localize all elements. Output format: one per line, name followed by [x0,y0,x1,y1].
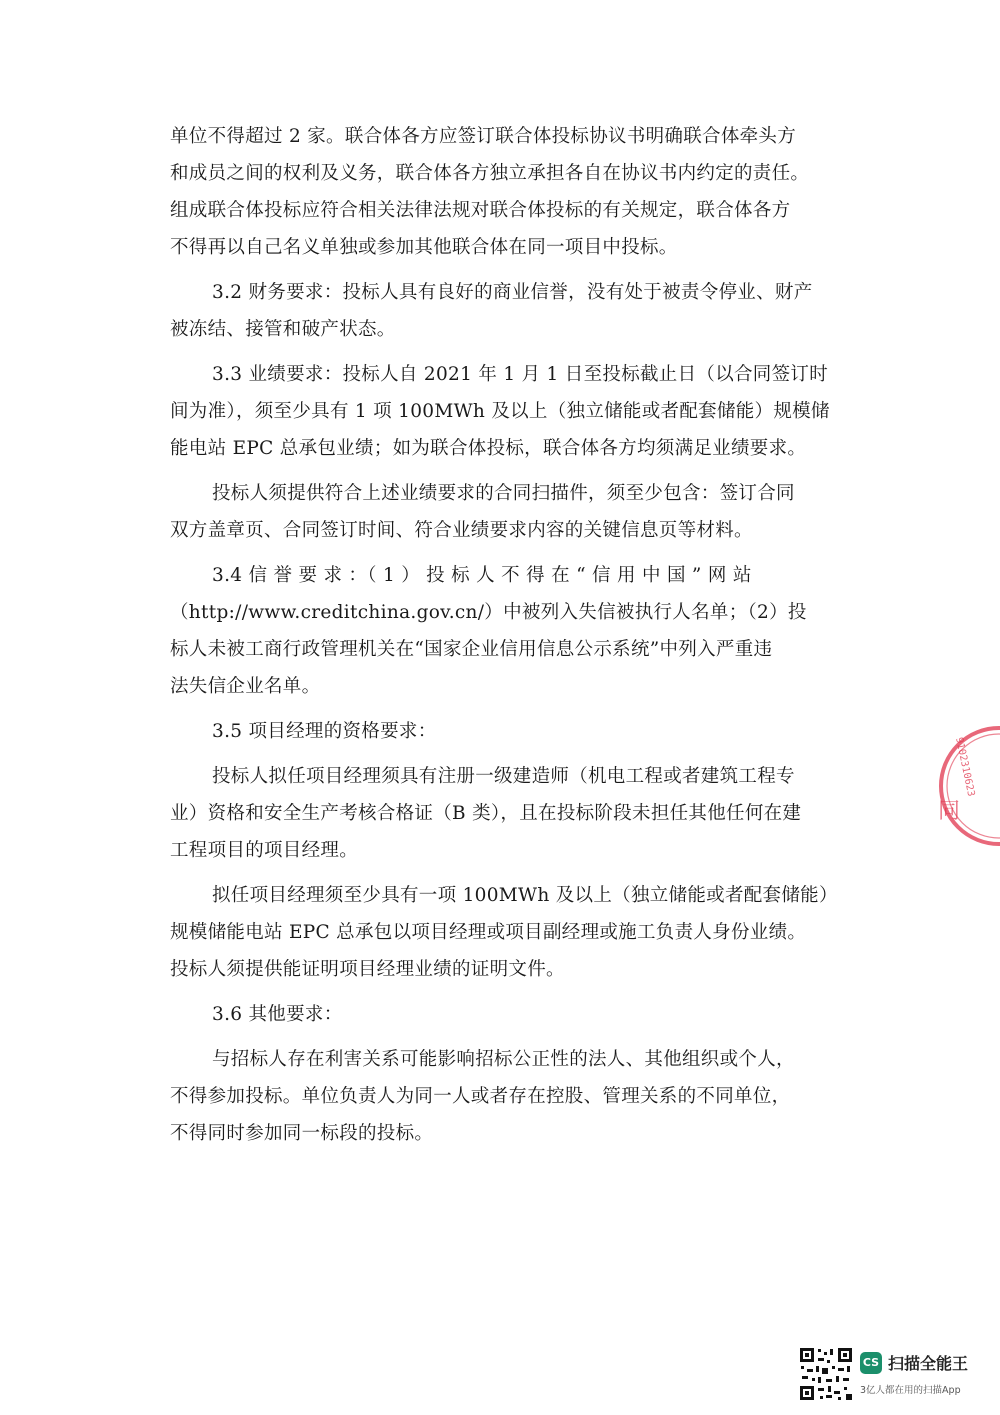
paragraph-line: （http://www.creditchina.gov.cn/）中被列入失信被执行人名单；（2）投 [170,602,807,623]
section-3-4-line: 3.4 信 誉 要 求 ：（ 1 ） 投 标 人 不 得 在 “ 信 用 中 国 ” 网 站 [212,565,752,586]
paragraph-line: 与招标人存在利害关系可能影响招标公正性的法人、其他组织或个人， [212,1049,795,1070]
paragraph-line: 拟任项目经理须至少具有一项 100MWh 及以上（独立储能或者配套储能） [212,885,838,906]
paragraph-line: 法失信企业名单。 [170,676,321,697]
scanner-watermark [798,1346,988,1404]
paragraph-line: 能电站 EPC 总承包业绩；如为联合体投标，联合体各方均须满足业绩要求。 [170,438,807,459]
paragraph-line: 不得参加投标。单位负责人为同一人或者存在控股、管理关系的不同单位， [170,1086,791,1107]
qr-code-icon [798,1346,854,1402]
seal-digits: 9102310623 [953,736,977,798]
paragraph-line: 双方盖章页、合同签订时间、符合业绩要求内容的关键信息页等材料。 [170,520,753,541]
paragraph-line: 规模储能电站 EPC 总承包以项目经理或项目副经理或施工负责人身份业绩。 [170,922,807,943]
paragraph-line: 不得同时参加同一标段的投标。 [170,1123,434,1144]
paragraph-line: 间为准），须至少具有 1 项 100MWh 及以上（独立储能或者配套储能）规模储 [170,401,830,422]
paragraph-line: 不得再以自己名义单独或参加其他联合体在同一项目中投标。 [170,237,678,258]
section-3-3-line: 3.3 业绩要求：投标人自 2021 年 1 月 1 日至投标截止日（以合同签订时 [212,364,829,385]
seal-char: 同 [938,799,961,824]
section-3-2-line: 3.2 财务要求：投标人具有良好的商业信誉，没有处于被责令停业、财产 [212,282,813,303]
paragraph-line: 投标人须提供符合上述业绩要求的合同扫描件，须至少包含：签订合同 [212,483,795,504]
paragraph-line: 组成联合体投标应符合相关法律法规对联合体投标的有关规定，联合体各方 [170,200,791,221]
section-3-6-heading: 3.6 其他要求： [212,1004,343,1025]
company-seal [936,698,1000,874]
watermark-title: 扫描全能王 [888,1354,969,1373]
paragraph-line: 单位不得超过 2 家。联合体各方应签订联合体投标协议书明确联合体牵头方 [170,126,797,147]
paragraph-line: 被冻结、接管和破产状态。 [170,319,396,340]
camscanner-logo-icon: CS [860,1352,882,1374]
document-body [170,118,838,1152]
watermark-subtitle: 3亿人都在用的扫描App [860,1385,961,1396]
section-3-5-heading: 3.5 项目经理的资格要求： [212,721,437,742]
paragraph-line: 工程项目的项目经理。 [170,840,359,861]
paragraph-line: 标人未被工商行政管理机关在“国家企业信用信息公示系统”中列入严重违 [170,639,773,660]
paragraph-line: 投标人拟任项目经理须具有注册一级建造师（机电工程或者建筑工程专 [212,766,795,787]
paragraph-line: 业）资格和安全生产考核合格证（B 类），且在投标阶段未担任其他任何在建 [170,803,802,824]
paragraph-line: 投标人须提供能证明项目经理业绩的证明文件。 [170,959,565,980]
paragraph-line: 和成员之间的权利及义务，联合体各方独立承担各自在协议书内约定的责任。 [170,163,810,184]
